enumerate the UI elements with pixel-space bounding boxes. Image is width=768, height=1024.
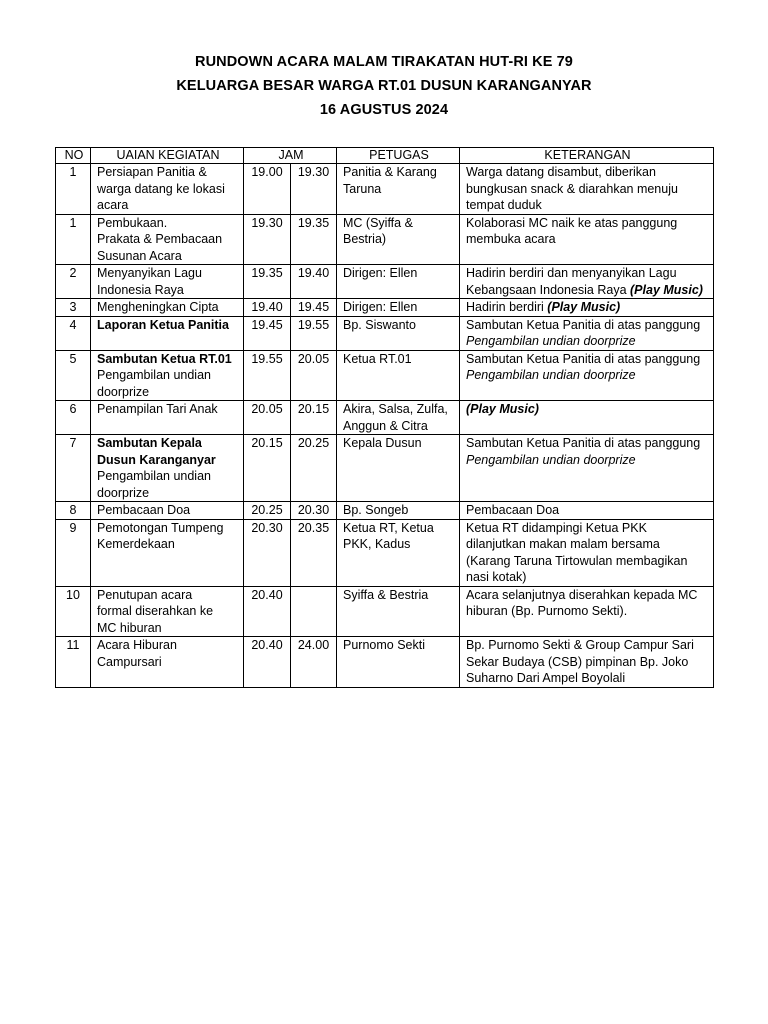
- keterangan-segment: Sekar Budaya (CSB) pimpinan Bp. Joko: [466, 654, 689, 669]
- table-row: [56, 435, 714, 502]
- kegiatan-line: doorprize: [97, 485, 150, 500]
- petugas-line: Akira, Salsa, Zulfa,: [343, 402, 448, 416]
- keterangan-segment: hiburan (Bp. Purnomo Sekti).: [466, 604, 628, 618]
- table-row: [56, 586, 714, 637]
- cell-jam-start: 20.05: [244, 401, 291, 435]
- table-row: [56, 316, 714, 350]
- cell-keterangan: [460, 265, 714, 299]
- table-row: [56, 519, 714, 586]
- cell-jam-end: 20.05: [291, 350, 337, 401]
- keterangan-segment: (Play Music): [630, 282, 703, 297]
- cell-petugas: [337, 214, 460, 265]
- petugas-line: Dirigen: Ellen: [343, 300, 418, 314]
- cell-petugas: [337, 435, 460, 502]
- keterangan-line: [466, 637, 709, 654]
- cell-no: 8: [56, 502, 91, 520]
- cell-keterangan: [460, 164, 714, 215]
- kegiatan-line: Kemerdekaan: [97, 537, 175, 551]
- cell-jam-start: 19.55: [244, 350, 291, 401]
- header-kegiatan: UAIAN KEGIATAN: [91, 148, 244, 164]
- kegiatan-line: Indonesia Raya: [97, 282, 184, 297]
- keterangan-line: [466, 265, 709, 282]
- header-no: NO: [56, 148, 91, 164]
- cell-keterangan: [460, 435, 714, 502]
- cell-no: 11: [56, 637, 91, 688]
- title-date: 16 AGUSTUS 2024: [319, 102, 449, 118]
- keterangan-segment: tempat duduk: [466, 198, 542, 212]
- keterangan-line: [466, 670, 709, 687]
- kegiatan-line: Mengheningkan Cipta: [97, 300, 219, 314]
- kegiatan-line: Penampilan Tari Anak: [97, 402, 218, 416]
- keterangan-line: [466, 536, 709, 553]
- cell-jam-start: 20.15: [244, 435, 291, 502]
- keterangan-segment: Bp. Purnomo Sekti & Group Campur Sari: [466, 638, 694, 652]
- title-line-1: RUNDOWN ACARA MALAM TIRAKATAN HUT-RI KE 79: [195, 54, 573, 70]
- keterangan-segment: Pembacaan Doa: [466, 503, 560, 517]
- cell-no: 1: [56, 164, 91, 215]
- cell-petugas: [337, 586, 460, 637]
- keterangan-segment: Sambutan Ketua Panitia di atas panggung: [466, 436, 701, 450]
- petugas-line: Kepala Dusun: [343, 436, 422, 450]
- cell-petugas: [337, 401, 460, 435]
- table-row: [56, 214, 714, 265]
- table-row: [56, 637, 714, 688]
- petugas-line: Bestria): [343, 232, 387, 246]
- cell-jam-end: [291, 586, 337, 637]
- keterangan-segment: Acara selanjutnya diserahkan kepada MC: [466, 587, 698, 602]
- kegiatan-line: Pemotongan Tumpeng: [97, 520, 224, 535]
- cell-keterangan: [460, 401, 714, 435]
- kegiatan-line: Susunan Acara: [97, 248, 182, 263]
- cell-jam-end: 19.30: [291, 164, 337, 215]
- keterangan-line: [466, 435, 709, 452]
- cell-kegiatan: [91, 401, 244, 435]
- cell-kegiatan: [91, 265, 244, 299]
- cell-jam-end: 19.55: [291, 316, 337, 350]
- kegiatan-line: Dusun Karanganyar: [97, 452, 216, 467]
- kegiatan-line: Pengambilan undian: [97, 469, 211, 483]
- cell-no: 2: [56, 265, 91, 299]
- keterangan-line: [466, 569, 709, 586]
- table-row: [56, 265, 714, 299]
- kegiatan-line: formal diserahkan ke: [97, 604, 214, 618]
- cell-jam-end: 20.30: [291, 502, 337, 520]
- keterangan-segment: nasi kotak): [466, 570, 527, 584]
- cell-kegiatan: [91, 164, 244, 215]
- table-row: [56, 350, 714, 401]
- keterangan-segment: membuka acara: [466, 232, 556, 246]
- cell-keterangan: [460, 299, 714, 317]
- keterangan-line: [466, 452, 709, 469]
- cell-kegiatan: [91, 586, 244, 637]
- rundown-table: [55, 147, 714, 688]
- kegiatan-line: MC hiburan: [97, 620, 162, 635]
- cell-jam-start: 20.40: [244, 637, 291, 688]
- keterangan-line: [466, 654, 709, 671]
- cell-petugas: [337, 299, 460, 317]
- cell-jam-start: 20.40: [244, 586, 291, 637]
- cell-petugas: [337, 637, 460, 688]
- keterangan-segment: (Karang Taruna Tirtowulan membagikan: [466, 553, 688, 568]
- cell-jam-start: 20.25: [244, 502, 291, 520]
- cell-no: 9: [56, 519, 91, 586]
- keterangan-segment: (Play Music): [547, 300, 621, 314]
- cell-jam-start: 19.00: [244, 164, 291, 215]
- keterangan-line: [466, 351, 709, 368]
- cell-petugas: [337, 519, 460, 586]
- cell-kegiatan: [91, 637, 244, 688]
- petugas-line: Anggun & Citra: [343, 418, 428, 433]
- kegiatan-line: acara: [97, 198, 129, 212]
- cell-keterangan: [460, 637, 714, 688]
- keterangan-segment: Pengambilan undian doorprize: [466, 368, 636, 382]
- keterangan-line: [466, 367, 709, 384]
- keterangan-segment: dilanjutkan makan malam bersama: [466, 537, 660, 551]
- petugas-line: Ketua RT.01: [343, 351, 412, 366]
- cell-kegiatan: [91, 299, 244, 317]
- cell-petugas: [337, 316, 460, 350]
- cell-jam-end: 24.00: [291, 637, 337, 688]
- cell-no: 6: [56, 401, 91, 435]
- cell-no: 4: [56, 316, 91, 350]
- keterangan-line: [466, 603, 709, 620]
- kegiatan-line: Penutupan acara: [97, 587, 193, 602]
- keterangan-segment: Warga datang disambut, diberikan: [466, 165, 656, 179]
- keterangan-line: [466, 197, 709, 214]
- table-header-row: [56, 148, 714, 164]
- cell-keterangan: [460, 350, 714, 401]
- cell-no: 7: [56, 435, 91, 502]
- keterangan-segment: Sambutan Ketua Panitia di atas panggung: [466, 317, 701, 332]
- cell-keterangan: [460, 214, 714, 265]
- cell-jam-end: 19.40: [291, 265, 337, 299]
- cell-jam-end: 19.35: [291, 214, 337, 265]
- header-jam: JAM: [244, 148, 337, 164]
- kegiatan-line: Menyanyikan Lagu: [97, 266, 202, 280]
- petugas-line: Syiffa & Bestria: [343, 587, 429, 602]
- keterangan-line: [466, 181, 709, 198]
- keterangan-segment: Hadirin berdiri: [466, 300, 548, 314]
- cell-kegiatan: [91, 435, 244, 502]
- petugas-line: Taruna: [343, 181, 382, 196]
- keterangan-line: [466, 333, 709, 350]
- cell-no: 1: [56, 214, 91, 265]
- keterangan-segment: Pengambilan undian doorprize: [466, 334, 636, 348]
- keterangan-segment: Suharno Dari Ampel Boyolali: [466, 671, 626, 685]
- petugas-line: Ketua RT, Ketua: [343, 520, 434, 535]
- cell-keterangan: [460, 586, 714, 637]
- keterangan-segment: Sambutan Ketua Panitia di atas panggung: [466, 351, 701, 366]
- kegiatan-line: Prakata & Pembacaan: [97, 232, 223, 246]
- cell-kegiatan: [91, 214, 244, 265]
- petugas-line: Bp. Songeb: [343, 503, 409, 517]
- keterangan-line: [466, 164, 709, 181]
- keterangan-line: [466, 520, 709, 537]
- kegiatan-line: warga datang ke lokasi: [97, 181, 225, 196]
- keterangan-line: [466, 587, 709, 604]
- cell-jam-end: 20.35: [291, 519, 337, 586]
- keterangan-segment: Kebangsaan Indonesia Raya: [466, 282, 631, 297]
- keterangan-line: [466, 282, 709, 299]
- cell-jam-start: 19.30: [244, 214, 291, 265]
- kegiatan-line: doorprize: [97, 384, 150, 399]
- kegiatan-line: Acara Hiburan: [97, 638, 177, 652]
- kegiatan-line: Pengambilan undian: [97, 368, 211, 382]
- petugas-line: Purnomo Sekti: [343, 638, 425, 652]
- cell-jam-end: 19.45: [291, 299, 337, 317]
- keterangan-segment: (Play Music): [466, 402, 539, 416]
- keterangan-line: [466, 215, 709, 232]
- keterangan-segment: bungkusan snack & diarahkan menuju: [466, 181, 678, 196]
- cell-petugas: [337, 502, 460, 520]
- table-body: [56, 164, 714, 688]
- keterangan-line: [466, 317, 709, 334]
- keterangan-line: [466, 401, 709, 418]
- keterangan-segment: Ketua RT didampingi Ketua PKK: [466, 520, 647, 535]
- table-row: [56, 502, 714, 520]
- cell-no: 10: [56, 586, 91, 637]
- cell-kegiatan: [91, 350, 244, 401]
- document-title: [0, 50, 768, 122]
- kegiatan-line: Pembukaan.: [97, 215, 168, 230]
- header-keterangan: KETERANGAN: [460, 148, 714, 164]
- keterangan-line: [466, 553, 709, 570]
- header-petugas: PETUGAS: [337, 148, 460, 164]
- table-row: [56, 299, 714, 317]
- petugas-line: Bp. Siswanto: [343, 317, 416, 332]
- cell-jam-end: 20.15: [291, 401, 337, 435]
- cell-petugas: [337, 265, 460, 299]
- petugas-line: PKK, Kadus: [343, 537, 411, 551]
- keterangan-line: [466, 502, 709, 519]
- keterangan-line: [466, 231, 709, 248]
- cell-petugas: [337, 164, 460, 215]
- cell-jam-start: 20.30: [244, 519, 291, 586]
- keterangan-line: [466, 299, 709, 316]
- cell-petugas: [337, 350, 460, 401]
- cell-kegiatan: [91, 316, 244, 350]
- cell-keterangan: [460, 519, 714, 586]
- cell-kegiatan: [91, 502, 244, 520]
- keterangan-segment: Pengambilan undian doorprize: [466, 452, 636, 467]
- petugas-line: MC (Syiffa &: [343, 215, 413, 230]
- cell-jam-start: 19.45: [244, 316, 291, 350]
- table-row: [56, 401, 714, 435]
- cell-jam-start: 19.40: [244, 299, 291, 317]
- kegiatan-line: Sambutan Kepala: [97, 436, 202, 450]
- cell-jam-end: 20.25: [291, 435, 337, 502]
- cell-no: 3: [56, 299, 91, 317]
- title-line-2: KELUARGA BESAR WARGA RT.01 DUSUN KARANGANYAR: [176, 78, 592, 94]
- kegiatan-line: Campursari: [97, 654, 162, 669]
- keterangan-segment: Hadirin berdiri dan menyanyikan Lagu: [466, 266, 677, 280]
- keterangan-segment: Kolaborasi MC naik ke atas panggung: [466, 215, 678, 230]
- cell-keterangan: [460, 502, 714, 520]
- cell-no: 5: [56, 350, 91, 401]
- cell-jam-start: 19.35: [244, 265, 291, 299]
- kegiatan-line: Persiapan Panitia &: [97, 165, 207, 179]
- kegiatan-line: Sambutan Ketua RT.01: [97, 351, 232, 366]
- kegiatan-line: Pembacaan Doa: [97, 503, 191, 517]
- petugas-line: Panitia & Karang: [343, 165, 437, 179]
- petugas-line: Dirigen: Ellen: [343, 266, 418, 280]
- cell-kegiatan: [91, 519, 244, 586]
- cell-keterangan: [460, 316, 714, 350]
- kegiatan-line: Laporan Ketua Panitia: [97, 317, 229, 332]
- table-row: [56, 164, 714, 215]
